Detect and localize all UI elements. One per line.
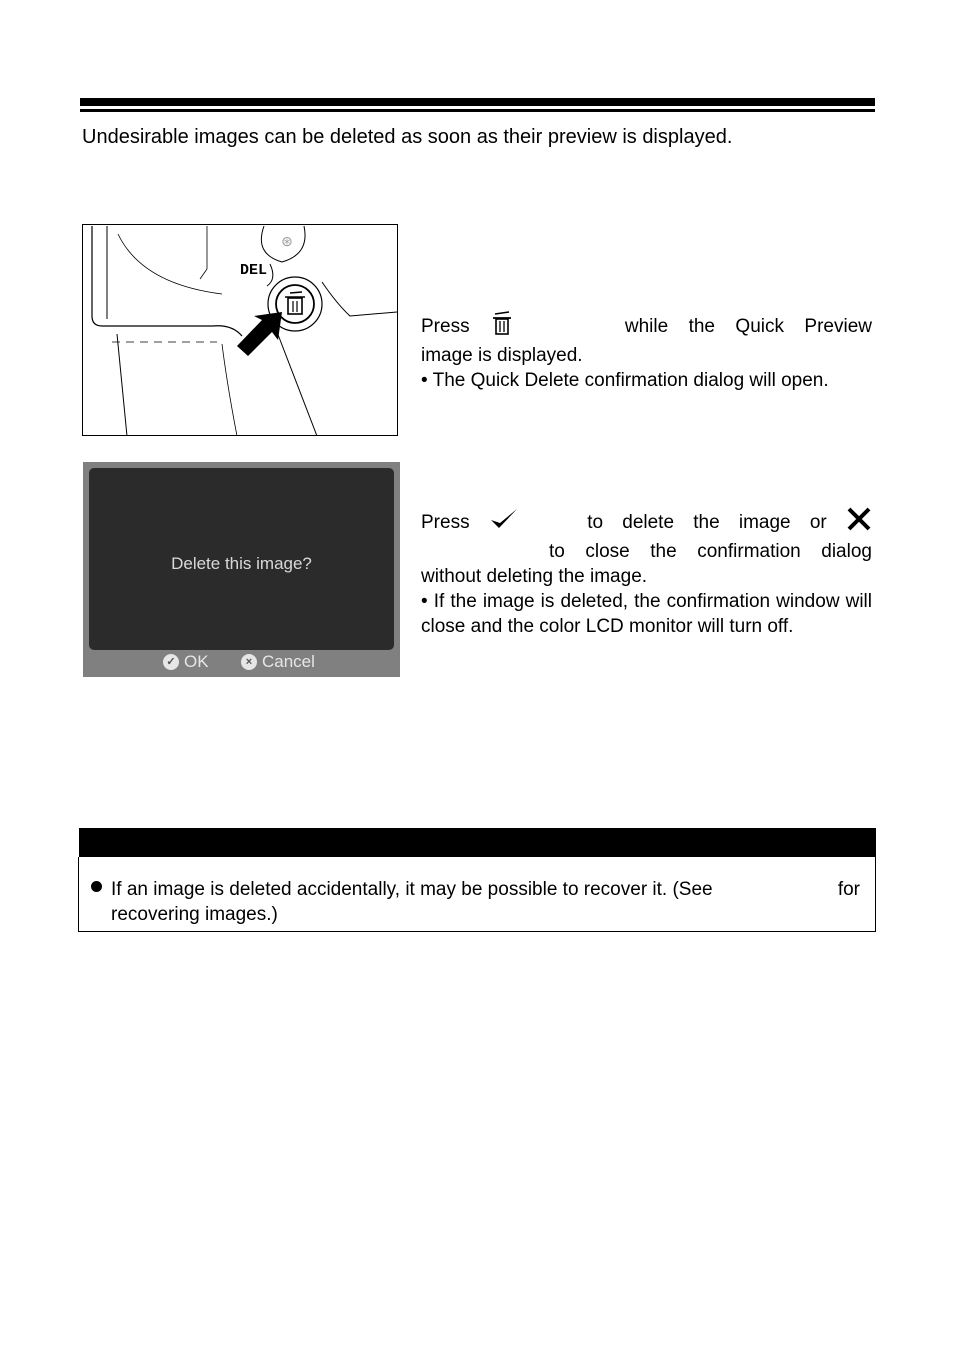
header-rule-thin — [80, 109, 875, 112]
note-header-bar — [79, 828, 876, 857]
word: dialog — [821, 541, 872, 563]
ok-label: OK — [184, 652, 209, 671]
ok-button[interactable] — [163, 652, 209, 672]
word: close — [585, 541, 630, 563]
word: confirmation — [697, 541, 801, 563]
intro-text: Undesirable images can be deleted as soon as their preview is displayed. — [82, 126, 733, 148]
cancel-button[interactable] — [241, 652, 315, 672]
lcd-panel — [89, 468, 394, 650]
trash-icon — [490, 310, 514, 343]
word: Preview — [804, 316, 872, 337]
dialog-button-bar — [83, 652, 400, 674]
word: Press — [421, 512, 470, 533]
word: or — [809, 512, 827, 533]
word: Press — [421, 316, 470, 337]
step-1-bullet: • The Quick Delete confirmation dialog will open. — [421, 370, 829, 392]
bullet-dot-icon — [91, 881, 102, 892]
word: the — [688, 316, 715, 337]
cancel-label: Cancel — [262, 652, 315, 671]
word: to — [587, 512, 604, 533]
step-1-line-2: image is displayed. — [421, 345, 583, 367]
note-text: If an image is deleted accidentally, it may be possible to recover it. (See for recovering images.) — [111, 879, 860, 926]
delete-dialog-screen — [83, 462, 400, 677]
checkmark-icon: ✓ — [163, 654, 179, 670]
camera-del-button-illustration — [82, 224, 398, 436]
svg-text:⊛: ⊛ — [281, 233, 293, 249]
word: Quick — [735, 316, 784, 337]
step-1 — [421, 310, 872, 393]
step-2-line-3: without deleting the image. — [421, 566, 648, 588]
note-box — [78, 857, 876, 932]
word: image — [738, 512, 791, 533]
checkmark-icon — [489, 506, 519, 539]
word: the — [693, 512, 720, 533]
step-2-bullet: • If the image is deleted, the confirmation window will close and the color LCD monitor will turn off. — [421, 591, 872, 638]
step-2 — [421, 506, 872, 639]
header-rule-thick — [80, 98, 875, 106]
dialog-question: Delete this image? — [171, 554, 312, 573]
word: the — [650, 541, 677, 563]
cross-icon — [846, 506, 872, 539]
del-label: DEL — [240, 262, 268, 279]
word: while — [624, 316, 669, 337]
cross-icon: × — [241, 654, 257, 670]
word: delete — [622, 512, 675, 533]
word: to — [549, 541, 565, 563]
